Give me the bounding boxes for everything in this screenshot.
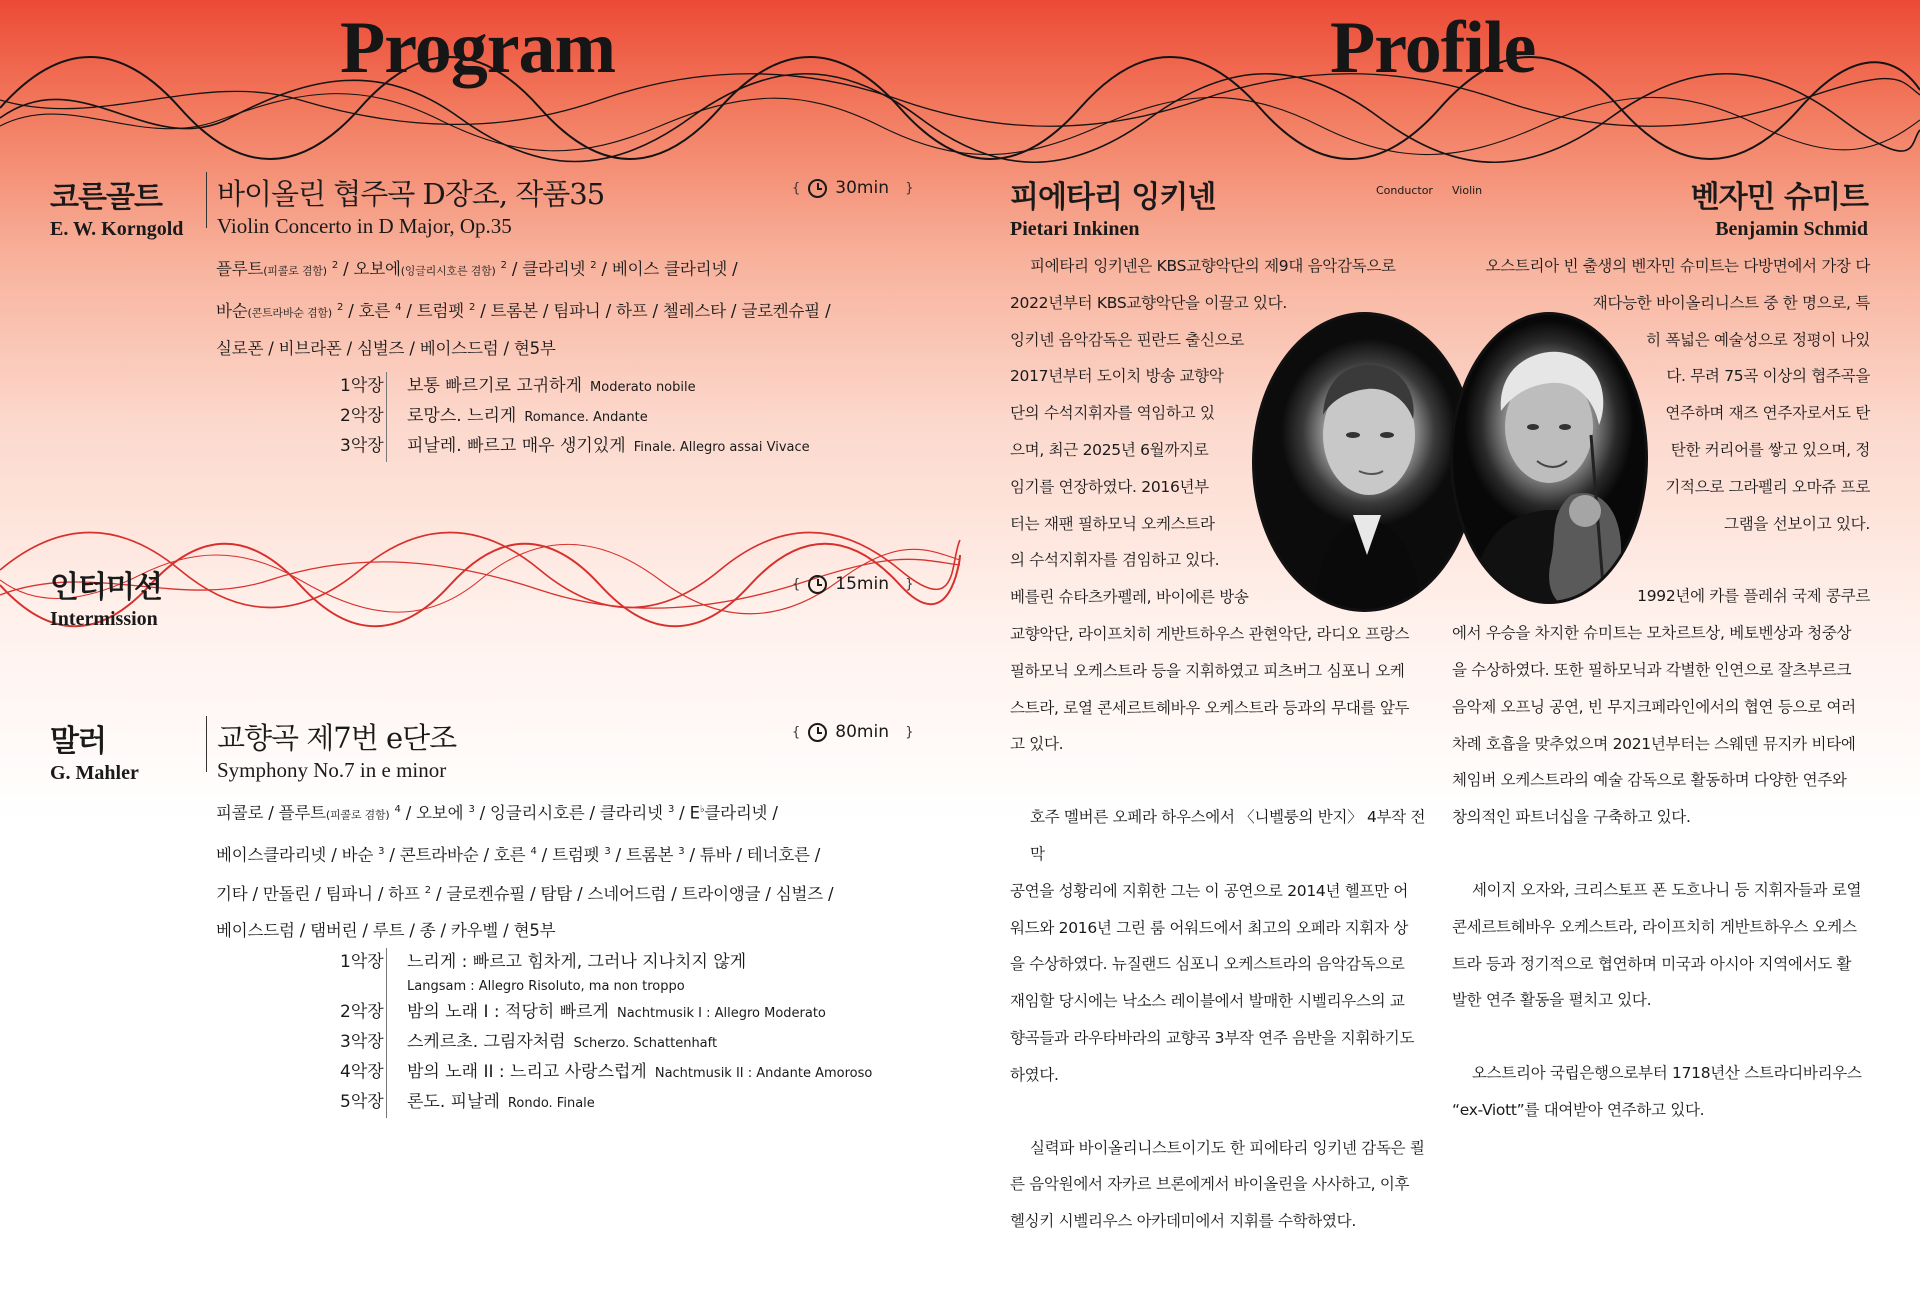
bio-line: 의 수석지휘자를 겸임하고 있다. <box>1010 551 1220 570</box>
bio-paragraph <box>1010 799 1428 1093</box>
instrumentation-line: 플루트(피콜로 겸함) $^2$ / 오보에(잉글리시호른 겸함) $^2$ / 클라리넷 $^2$ / 베이스 클라리넷 / <box>216 259 738 279</box>
movement-item <box>340 1088 872 1118</box>
conductor-name-en: Pietari Inkinen <box>1010 218 1140 240</box>
violinist-name-en: Benjamin Schmid <box>1715 218 1868 240</box>
work-title-block <box>206 716 457 782</box>
program-title: Program <box>340 7 616 89</box>
violinist-role: Violin <box>1452 184 1483 197</box>
violinist-name-ko: 벤자민 슈미트 <box>1690 180 1868 215</box>
work-title-ko: 교향곡 제7번 e단조 <box>217 721 457 755</box>
movement-title-ko: 로망스. 느리게 <box>407 406 517 426</box>
work-title-en: Violin Concerto in D Major, Op.35 <box>217 214 512 238</box>
movement-number: 3악장 <box>340 436 384 456</box>
bio-line: 단의 수석지휘자를 역임하고 있 <box>1010 404 1215 423</box>
movement-list <box>340 948 872 1118</box>
bio-line: 오스트리아 빈 출생의 벤자민 슈미트는 다방면에서 가장 다 <box>1485 257 1870 275</box>
instrumentation-line: 바순(콘트라바순 겸함) $^2$ / 호른 $^4$ / 트럼펫 $^2$ / 트롬본 / 팀파니 / 하프 / 첼레스타 / 글로켄슈필 / <box>216 301 831 320</box>
bio-line: 세이지 오자와, 크리스토프 폰 도흐나니 등 지휘자들과 로열 <box>1472 880 1862 899</box>
bio-line: 2022년부터 KBS교향악단을 이끌고 있다. <box>1010 293 1287 312</box>
bio-line: 잉키넨 음악감독은 핀란드 출신으로 <box>1010 330 1244 349</box>
work-title-ko: 바이올린 협주곡 D장조, 작품35 <box>217 177 605 211</box>
composer-block <box>50 172 183 241</box>
movement-title-ko: 느리게 : 빠르고 힘차게, 그러나 지나치지 않게 <box>407 952 747 972</box>
movement-title-ko: 론도. 피날레 <box>407 1092 500 1112</box>
bio-line: 재임할 당시에는 낙소스 레이블에서 발매한 시벨리우스의 교 <box>1010 992 1405 1011</box>
movement-title-lat: Nachtmusik I : Allegro Moderato <box>616 1006 826 1021</box>
movement-title-lat: Langsam : Allegro Risoluto, ma non troppo <box>407 979 685 994</box>
work-title-en: Symphony No.7 in e minor <box>217 758 447 782</box>
piece-mahler <box>50 716 914 1136</box>
bio-line: 재다능한 바이올리니스트 중 한 명으로, 특 <box>1592 293 1870 312</box>
bio-paragraph <box>1452 248 1870 542</box>
bio-paragraph <box>1452 872 1870 1019</box>
piece-korngold <box>50 172 914 472</box>
movement-title-ko: 피날레. 빠르고 매우 생기있게 <box>407 436 626 456</box>
bio-line: 베를린 슈타츠카펠레, 바이에른 방송 <box>1010 588 1249 607</box>
movement-number: 4악장 <box>340 1062 384 1082</box>
instrumentation <box>216 792 833 949</box>
movement-title-ko: 밤의 노래 II : 느리고 사랑스럽게 <box>407 1062 647 1082</box>
composer-name-en: G. Mahler <box>50 762 139 784</box>
clock-icon <box>808 723 827 742</box>
movement-number: 1악장 <box>340 376 384 396</box>
bio-line: 차례 호흡을 맞추었으며 2021년부터는 스웨덴 뮤지카 비타에 <box>1452 734 1856 753</box>
bio-line: 음악제 오프닝 공연, 빈 무지크페라인에서의 협연 등으로 여러 <box>1452 697 1856 716</box>
instrumentation-line: 기타 / 만돌린 / 팀파니 / 하프 $^2$ / 글로켄슈필 / 탐탐 / 스네어드럼 / 트라이앵글 / 심벌즈 / <box>216 884 834 904</box>
bio-line: 탄한 커리어를 쌓고 있으며, 정 <box>1670 440 1870 459</box>
duration-badge: { 80min } <box>792 722 914 742</box>
bio-line: 오스트리아 국립은행으로부터 1718년산 스트라디바리우스 <box>1472 1064 1862 1083</box>
violinist-bio <box>1452 248 1870 1129</box>
movement-item <box>340 402 810 432</box>
bio-line: 공연을 성황리에 지휘한 그는 이 공연으로 2014년 헬프만 어 <box>1010 881 1409 900</box>
bio-line: 다. 무려 75곡 이상의 협주곡을 <box>1666 367 1870 386</box>
movement-title-ko: 보통 빠르기로 고귀하게 <box>407 376 583 396</box>
duration-badge: { 15min } <box>792 574 914 594</box>
duration-badge: { 30min } <box>792 178 914 198</box>
bio-line: 필하모닉 오케스트라 등을 지휘하였고 피츠버그 심포니 오케 <box>1010 661 1405 680</box>
duration-text: 80min <box>835 722 889 742</box>
movement-item <box>340 998 872 1028</box>
movement-title-lat: Rondo. Finale <box>507 1096 595 1111</box>
bio-line: 고 있다. <box>1010 735 1064 754</box>
profile-title: Profile <box>1330 7 1536 89</box>
bio-line: 향곡들과 라우타바라의 교향곡 3부작 연주 음반을 지휘하기도 <box>1010 1028 1415 1047</box>
movement-item <box>340 948 872 998</box>
intermission-ko: 인터미션 <box>50 570 162 605</box>
bio-line: 히 폭넓은 예술성으로 정평이 나있 <box>1646 330 1870 349</box>
movement-number: 2악장 <box>340 1002 384 1022</box>
bio-line: 을 수상하였다. 또한 필하모닉과 각별한 인연으로 잘츠부르크 <box>1452 660 1852 679</box>
bio-line: 임기를 연장하였다. 2016년부 <box>1010 477 1209 496</box>
bio-line: 콘세르트헤바우 오케스트라, 라이프치히 게반트하우스 오케스 <box>1452 917 1857 936</box>
bio-line: 연주하며 재즈 연주자로서도 탄 <box>1665 404 1870 423</box>
bio-line: 교향악단, 라이프치히 게반트하우스 관현악단, 라디오 프랑스 <box>1010 624 1410 643</box>
bio-line: 그램을 선보이고 있다. <box>1724 514 1870 533</box>
composer-block <box>50 716 139 785</box>
bio-line: 에서 우승을 차지한 슈미트는 모차르트상, 베토벤상과 청중상 <box>1452 624 1852 643</box>
clock-icon <box>808 575 827 594</box>
instrumentation-line: 피콜로 / 플루트(피콜로 겸함) $^4$ / 오보에 $^3$ / 잉글리시호른 / 클라리넷 $^3$ / E♭클라리넷 / <box>216 803 778 823</box>
conductor-bio <box>1010 248 1428 1240</box>
bio-line: 스트라, 로열 콘세르트헤바우 오케스트라 등과의 무대를 앞두 <box>1010 698 1410 717</box>
movement-item <box>340 372 810 402</box>
composer-name-en: E. W. Korngold <box>50 218 184 240</box>
movement-title-lat: Scherzo. Schattenhaft <box>573 1036 718 1051</box>
instrumentation-line: 베이스드럼 / 탬버린 / 루트 / 종 / 카우벨 / 현5부 <box>216 920 556 940</box>
movement-title-ko: 밤의 노래 I : 적당히 빠르게 <box>407 1002 609 1022</box>
movement-item <box>340 1058 872 1088</box>
bio-paragraph <box>1010 248 1428 763</box>
intermission-block <box>50 562 162 631</box>
bio-line: 헬싱키 시벨리우스 아카데미에서 지휘를 수학하였다. <box>1010 1212 1356 1231</box>
bio-line: 창의적인 파트너십을 구축하고 있다. <box>1452 808 1691 827</box>
bio-line: 터는 재팬 필하모닉 오케스트라 <box>1010 514 1215 533</box>
conductor-name <box>1010 172 1215 241</box>
movement-title-lat: Moderato nobile <box>590 380 696 395</box>
bio-line: 피에타리 잉키넨은 KBS교향악단의 제9대 음악감독으로 <box>1030 257 1396 275</box>
bio-line: 으며, 최근 2025년 6월까지로 <box>1010 440 1209 459</box>
movement-list <box>340 372 810 462</box>
movement-number: 2악장 <box>340 406 384 426</box>
composer-name-ko: 코른골트 <box>50 180 162 215</box>
bio-line: 하였다. <box>1010 1065 1059 1084</box>
bio-line: 1992년에 카를 플레쉬 국제 콩쿠르 <box>1637 587 1870 606</box>
violinist-name <box>1691 172 1868 241</box>
intermission-en: Intermission <box>50 608 158 630</box>
movement-title-lat: Finale. Allegro assai Vivace <box>633 440 810 455</box>
movement-title-ko: 스케르초. 그림자처럼 <box>407 1032 566 1052</box>
instrumentation <box>216 248 830 367</box>
movement-title-lat: Nachtmusik II : Andante Amoroso <box>654 1066 873 1081</box>
bio-paragraph <box>1452 1055 1870 1129</box>
conductor-role: Conductor <box>1376 184 1433 197</box>
clock-icon <box>808 179 827 198</box>
movement-item <box>340 432 810 462</box>
bio-line: 체임버 오케스트라의 예술 감독으로 활동하며 다양한 연주와 <box>1452 771 1847 790</box>
bio-line: 2017년부터 도이치 방송 교향악 <box>1010 367 1224 386</box>
bio-line: 발한 연주 활동을 펼치고 있다. <box>1452 991 1652 1010</box>
bio-line: 을 수상하였다. 뉴질랜드 심포니 오케스트라의 음악감독으로 <box>1010 955 1405 974</box>
bio-line: 트라 등과 정기적으로 협연하며 미국과 아시아 지역에서도 활 <box>1452 954 1852 973</box>
bio-paragraph <box>1452 578 1870 836</box>
movement-number: 5악장 <box>340 1092 384 1112</box>
bio-line: 기적으로 그라펠리 오마쥬 프로 <box>1665 477 1870 496</box>
bio-paragraph <box>1010 1130 1428 1240</box>
work-title-block <box>206 172 605 238</box>
composer-name-ko: 말러 <box>50 724 106 759</box>
bio-line: 호주 멜버른 오페라 하우스에서 〈니벨룽의 반지〉 4부작 전막 <box>1030 808 1426 863</box>
bio-line: 워드와 2016년 그린 룸 어워드에서 최고의 오페라 지휘자 상 <box>1010 918 1409 937</box>
instrumentation-line: 베이스클라리넷 / 바순 $^3$ / 콘트라바순 / 호른 $^4$ / 트럼펫 $^3$ / 트롬본 $^3$ / 튜바 / 테너호른 / <box>216 845 821 864</box>
movement-number: 1악장 <box>340 952 384 972</box>
bio-line: 른 음악원에서 자카르 브론에게서 바이올린을 사사하고, 이후 <box>1010 1175 1410 1194</box>
conductor-name-ko: 피에타리 잉키넨 <box>1010 180 1216 215</box>
movement-title-lat: Romance. Andante <box>524 410 648 425</box>
bio-line: 실력파 바이올리니스트이기도 한 피에타리 잉키넨 감독은 쾰 <box>1030 1138 1425 1157</box>
movement-number: 3악장 <box>340 1032 384 1052</box>
instrumentation-line: 실로폰 / 비브라폰 / 심벌즈 / 베이스드럼 / 현5부 <box>216 339 556 358</box>
movement-item <box>340 1028 872 1058</box>
intermission <box>50 562 914 632</box>
duration-text: 15min <box>835 574 889 594</box>
bio-line: “ex-Viott”를 대여받아 연주하고 있다. <box>1452 1100 1705 1119</box>
duration-text: 30min <box>835 178 889 198</box>
